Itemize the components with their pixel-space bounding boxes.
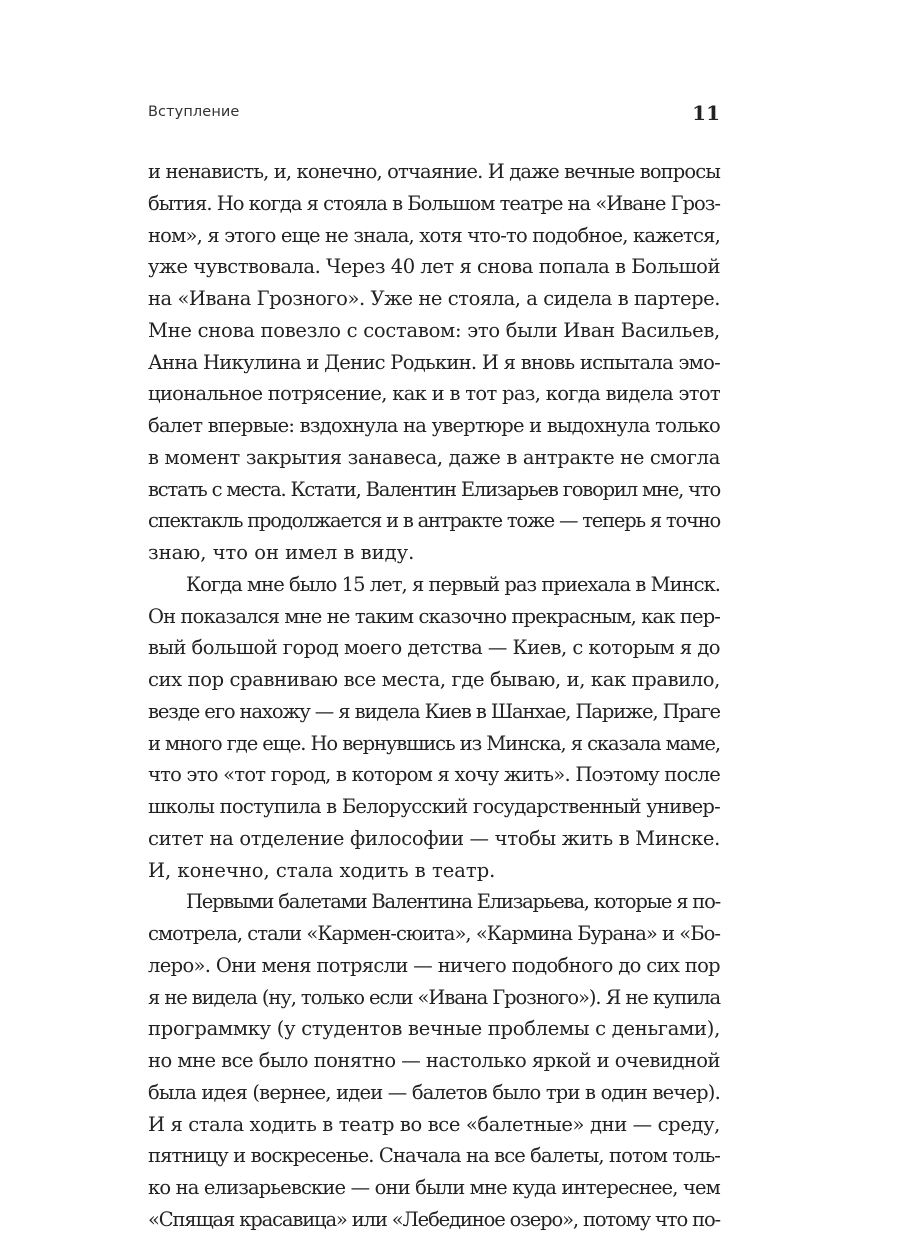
- text-line: Анна Никулина и Денис Родькин. И я вновь испытала эмо-: [148, 350, 720, 374]
- text-line: ном», я этого еще не знала, хотя что-то подобное, кажется,: [148, 223, 720, 247]
- paragraph-3: [148, 886, 720, 1235]
- text-line: Мне снова повезло с составом: это были Иван Васильев,: [148, 318, 720, 342]
- text-line: сих пор сравниваю все места, где бываю, и, как правило,: [148, 668, 720, 691]
- section-title: Вступление: [148, 104, 240, 120]
- text-line: Первыми балетами Валентина Елизарьева, которые я по-: [186, 890, 720, 914]
- running-head: [148, 101, 720, 127]
- text-line: что это «тот город, в котором я хочу жить». Поэтому после: [148, 763, 720, 787]
- text-line: школы поступила в Белорусский государственный универ-: [148, 795, 720, 818]
- text-line: ко на елизарьевские — они были мне куда интереснее, чем: [148, 1176, 720, 1199]
- text-line: и ненависть, и, конечно, отчаяние. И даже вечные вопросы: [148, 160, 720, 183]
- text-line: бытия. Но когда я стояла в Большом театре на «Иване Гроз-: [148, 191, 720, 215]
- text-line: пятницу и воскресенье. Сначала на все балеты, потом толь-: [148, 1144, 720, 1168]
- text-line: программку (у студентов вечные проблемы с деньгами),: [148, 1017, 720, 1041]
- text-line: была идея (вернее, идеи — балетов было три в один вечер).: [148, 1080, 720, 1104]
- text-line: «Спящая красавица» или «Лебединое озеро», потому что по-: [148, 1207, 720, 1231]
- text-line: ситет на отделение философии — чтобы жить в Минске.: [148, 826, 720, 850]
- text-line: уже чувствовала. Через 40 лет я снова попала в Большой: [148, 255, 720, 279]
- text-line: И я стала ходить в театр во все «балетные» дни — среду,: [148, 1112, 720, 1136]
- body-text: [148, 156, 720, 1236]
- text-line: на «Ивана Грозного». Уже не стояла, а сидела в партере.: [148, 287, 721, 310]
- text-line: циональное потрясение, как и в тот раз, когда видела этот: [148, 382, 720, 406]
- text-line: леро». Они меня потрясли — ничего подобного до сих пор: [148, 953, 720, 977]
- text-line: и много где еще. Но вернувшись из Минска, я сказала маме,: [148, 731, 720, 755]
- paragraph-2: [148, 569, 720, 887]
- text-line: знаю, что он имел в виду.: [148, 541, 415, 564]
- text-line: встать с места. Кстати, Валентин Елизарьев говорил мне, что: [148, 477, 720, 501]
- text-line: балет впервые: вздохнула на увертюре и выдохнула только: [148, 414, 720, 437]
- text-line: Когда мне было 15 лет, я первый раз приехала в Минск.: [186, 572, 720, 596]
- text-line: Он показался мне не таким сказочно прекрасным, как пер-: [148, 604, 720, 628]
- paragraph-1: [148, 156, 720, 569]
- text-line: я не видела (ну, только если «Ивана Грозного»). Я не купила: [148, 985, 720, 1009]
- text-line: смотрела, стали «Кармен-сюита», «Кармина Бурана» и «Бо-: [148, 922, 720, 945]
- text-line: спектакль продолжается и в антракте тоже — теперь я точно: [148, 509, 720, 533]
- text-line: И, конечно, стала ходить в театр.: [148, 858, 496, 882]
- text-line: вый большой город моего детства — Киев, с которым я до: [148, 636, 720, 660]
- text-line: в момент закрытия занавеса, даже в антракте не смогла: [148, 445, 720, 469]
- text-line: везде его нахожу — я видела Киев в Шанхае, Париже, Праге: [148, 699, 720, 723]
- page-number: 11: [692, 101, 720, 125]
- text-line: но мне все было понятно — настолько яркой и очевидной: [148, 1049, 720, 1072]
